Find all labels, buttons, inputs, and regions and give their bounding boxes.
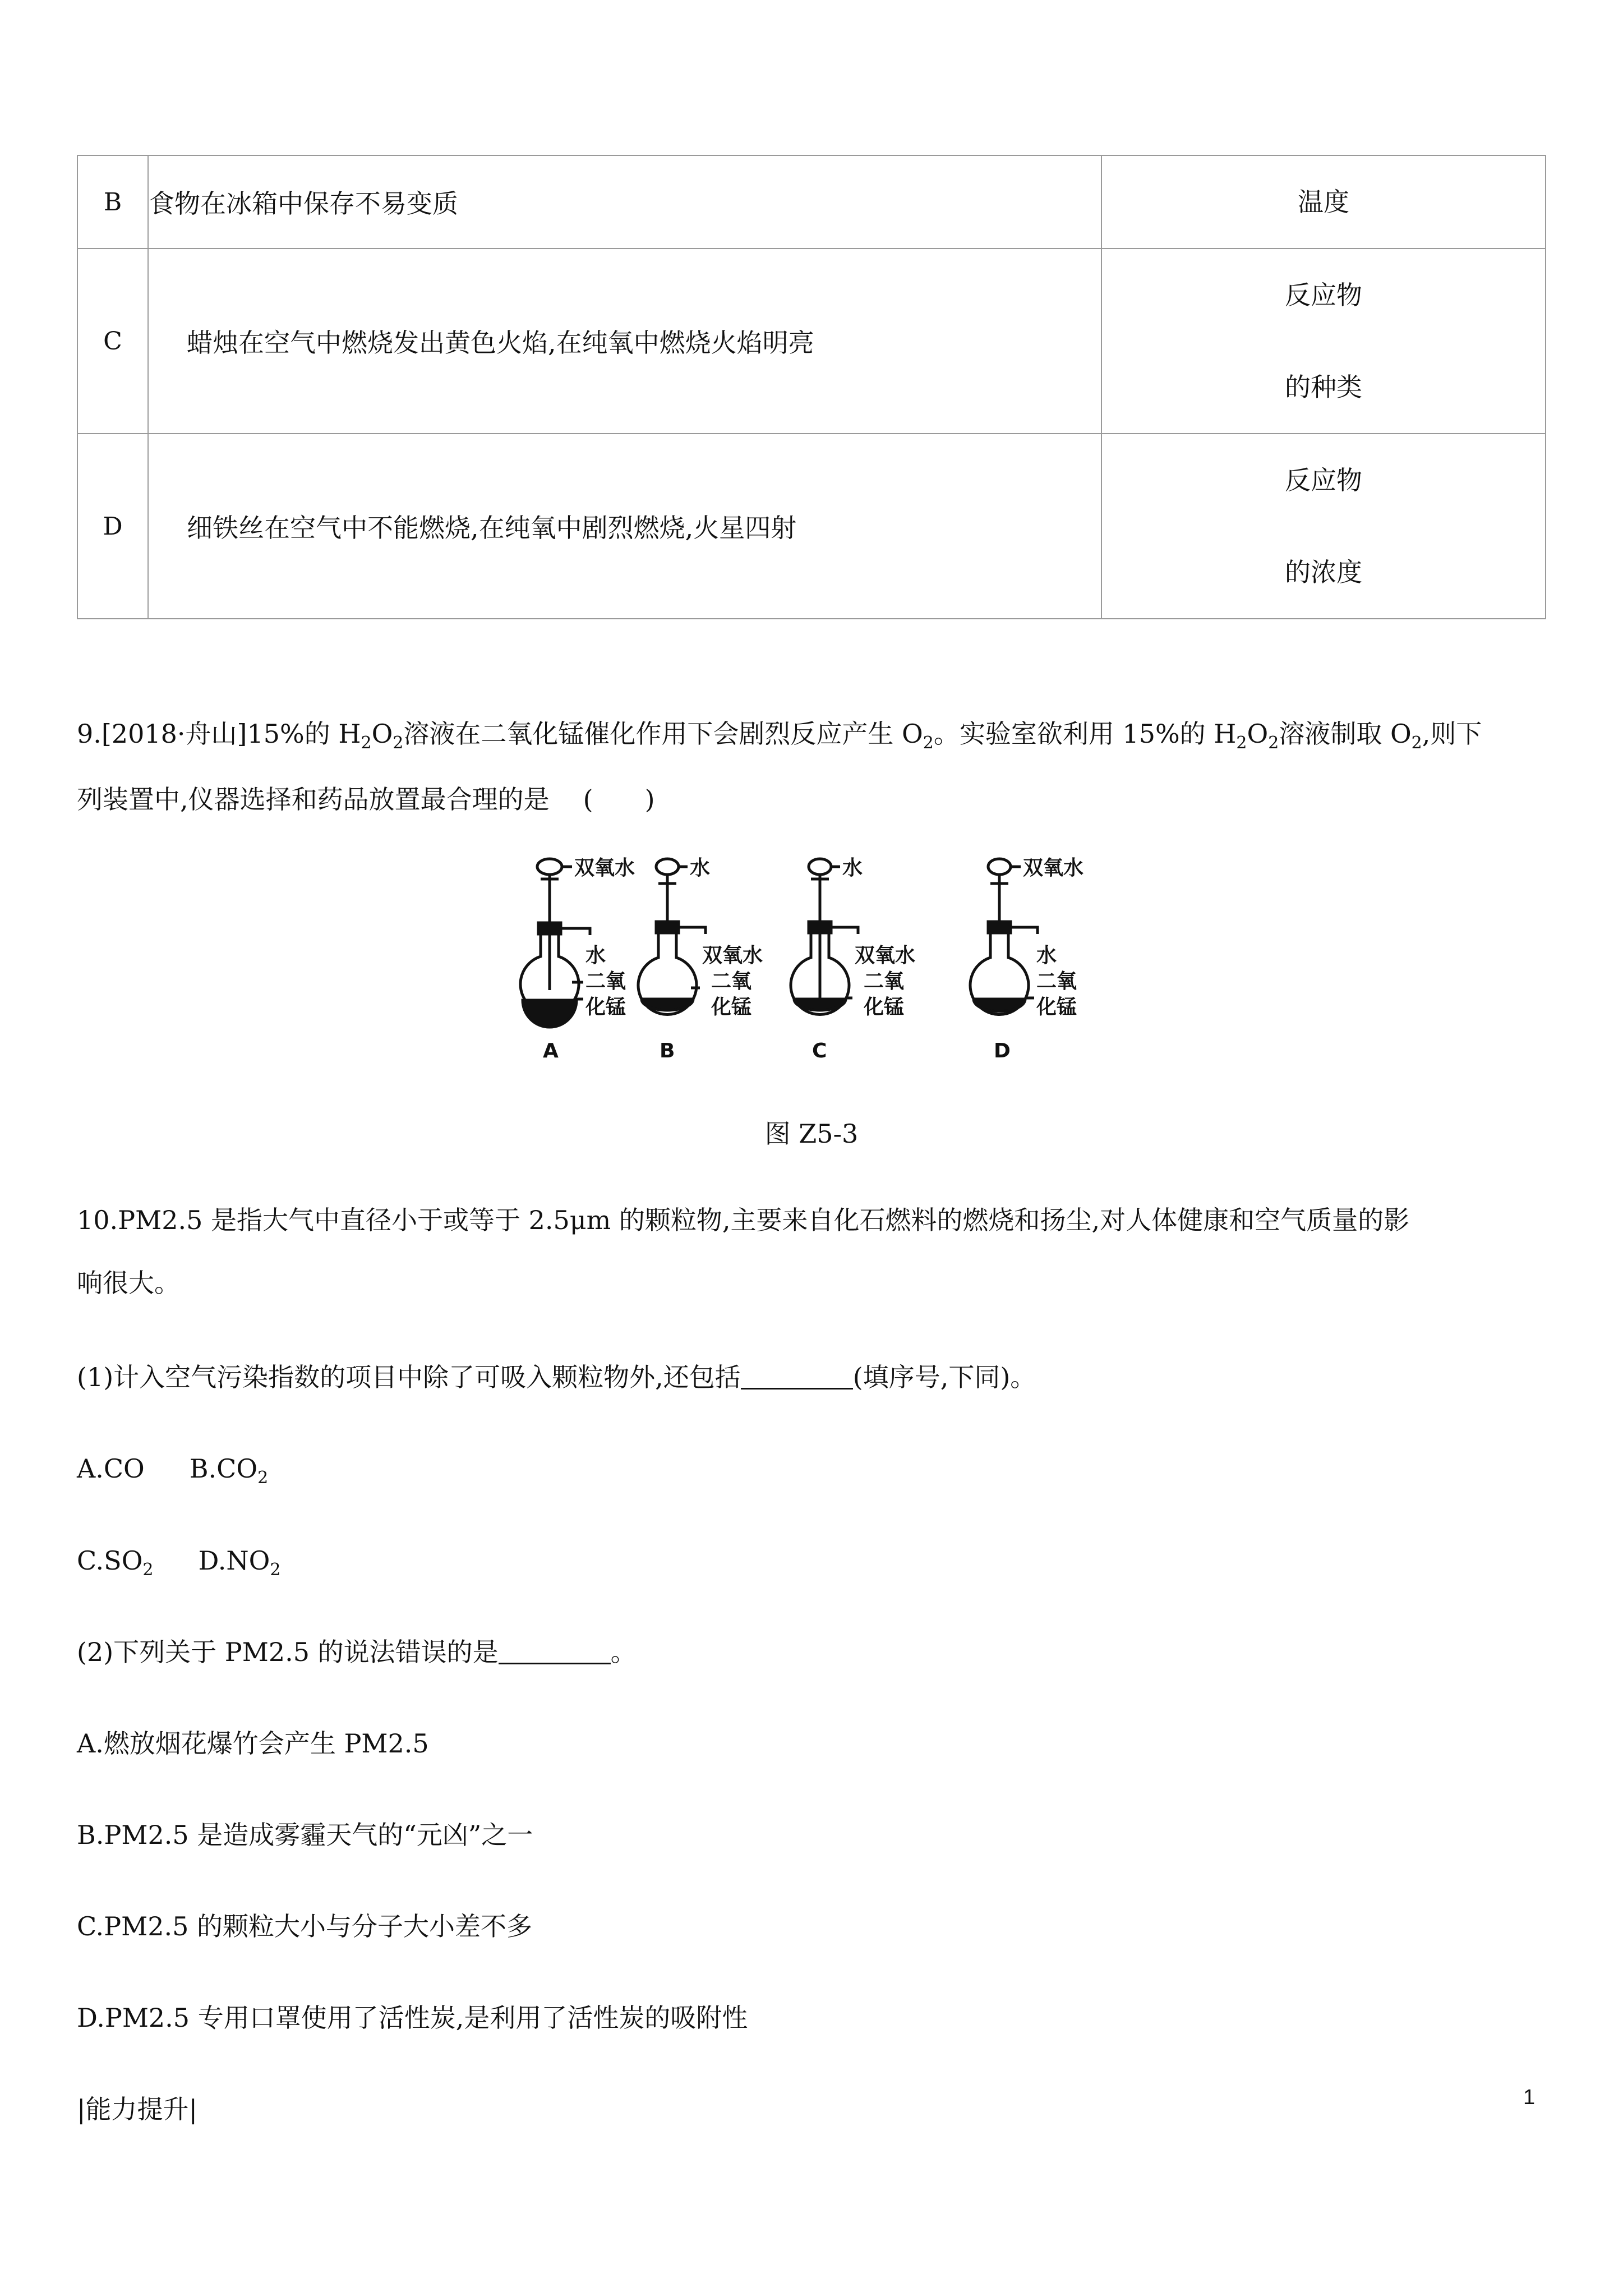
label-a-top: 双氧水 bbox=[574, 857, 635, 880]
option-b: B.CO bbox=[189, 1453, 258, 1484]
factor-line: 的种类 bbox=[1285, 372, 1362, 402]
label-d-top: 双氧水 bbox=[1023, 857, 1084, 880]
row-text: 细铁丝在空气中不能燃烧,在纯氧中剧烈燃烧,火星四射 bbox=[148, 434, 1101, 619]
factor-line: 反应物 bbox=[1285, 280, 1362, 310]
text-run: 列装置中,仪器选择和药品放置最合理的是 bbox=[77, 784, 550, 815]
question-number: 9. bbox=[77, 719, 102, 749]
question-10-line-1: 10.PM2.5 是指大气中直径小于或等于 2.5μm 的颗粒物,主要来自化石燃料的燃烧和扬尘,对人体健康和空气质量的影 bbox=[77, 1205, 1410, 1235]
table-row bbox=[77, 434, 1546, 619]
label-a-side1: 水 bbox=[585, 944, 606, 967]
text-run: ,则下 bbox=[1422, 719, 1482, 749]
apparatus-figure bbox=[516, 850, 1110, 1074]
label-c-side1: 双氧水 bbox=[855, 944, 916, 967]
text-run: 15%的 H bbox=[247, 719, 361, 749]
apparatus-b bbox=[638, 859, 706, 1014]
text-run: 。实验室欲利用 15%的 H bbox=[933, 719, 1237, 749]
subscript: 2 bbox=[142, 1560, 154, 1580]
text-run: O bbox=[371, 719, 393, 749]
question-10-part-2 bbox=[77, 1635, 637, 1669]
row-text: 食物在冰箱中保存不易变质 bbox=[148, 155, 1101, 249]
text-run: (填序号,下同)。 bbox=[852, 1362, 1036, 1392]
label-c-side3: 化锰 bbox=[864, 996, 905, 1019]
answer-blank[interactable] bbox=[741, 1362, 853, 1389]
page-number: 1 bbox=[1523, 2086, 1536, 2109]
row-factor bbox=[1101, 155, 1546, 249]
label-a-side2: 二氧 bbox=[585, 970, 626, 993]
choice-a: A.燃放烟花爆竹会产生 PM2.5 bbox=[77, 1728, 429, 1759]
apparatus-a bbox=[520, 859, 590, 1027]
option-a: A.CO bbox=[77, 1453, 145, 1484]
label-d-side2: 二氧 bbox=[1036, 970, 1077, 993]
label-c-top: 水 bbox=[842, 857, 863, 880]
label-b-top: 水 bbox=[690, 857, 711, 880]
subscript: 2 bbox=[361, 733, 372, 753]
label-d-side1: 水 bbox=[1036, 944, 1057, 967]
option-c: C.SO bbox=[77, 1545, 143, 1576]
text-run: (1)计入空气污染指数的项目中除了可吸入颗粒物外,还包括 bbox=[77, 1362, 741, 1392]
choice-d: D.PM2.5 专用口罩使用了活性炭,是利用了活性炭的吸附性 bbox=[77, 2003, 748, 2033]
subscript: 2 bbox=[393, 733, 404, 753]
apparatus-d bbox=[970, 859, 1038, 1014]
apparatus-c bbox=[791, 859, 858, 1014]
factor-line: 反应物 bbox=[1285, 465, 1362, 495]
figure-caption: 图 Z5-3 bbox=[764, 1119, 859, 1149]
row-letter: D bbox=[77, 434, 148, 619]
subscript: 2 bbox=[923, 733, 934, 753]
row-letter: C bbox=[77, 249, 148, 434]
row-letter: B bbox=[77, 155, 148, 249]
text-run: 。 bbox=[610, 1637, 637, 1667]
question-10-line-2: 响很大。 bbox=[77, 1268, 180, 1298]
label-b-side3: 化锰 bbox=[711, 996, 752, 1019]
text-run: O bbox=[1247, 719, 1269, 749]
table-row bbox=[77, 249, 1546, 434]
factor-line: 的浓度 bbox=[1285, 557, 1362, 587]
apparatus-letter: C bbox=[812, 1039, 827, 1062]
text-run: 溶液制取 O bbox=[1279, 719, 1412, 749]
subscript: 2 bbox=[1236, 733, 1247, 753]
question-9-line-1 bbox=[77, 717, 1482, 751]
row-factor bbox=[1101, 434, 1546, 619]
factor-line: 温度 bbox=[1298, 187, 1349, 217]
apparatus-letter: B bbox=[660, 1039, 675, 1062]
apparatus-letter: D bbox=[994, 1039, 1011, 1062]
choice-b: B.PM2.5 是造成雾霾天气的“元凶”之一 bbox=[77, 1820, 533, 1850]
subscript: 2 bbox=[270, 1560, 281, 1580]
question-10-part-1 bbox=[77, 1360, 1036, 1394]
question-9-line-2 bbox=[77, 783, 655, 816]
apparatus-letter: A bbox=[543, 1039, 559, 1062]
label-a-side3: 化锰 bbox=[585, 996, 626, 1019]
row-factor bbox=[1101, 249, 1546, 434]
label-b-side1: 双氧水 bbox=[702, 944, 763, 967]
label-b-side2: 二氧 bbox=[711, 970, 752, 993]
label-c-side2: 二氧 bbox=[864, 970, 905, 993]
answer-blank[interactable] bbox=[499, 1637, 611, 1664]
label-d-side3: 化锰 bbox=[1036, 996, 1077, 1019]
choice-c: C.PM2.5 的颗粒大小与分子大小差不多 bbox=[77, 1911, 533, 1941]
table-row bbox=[77, 155, 1546, 249]
question-source: [2018·舟山] bbox=[101, 719, 247, 749]
subscript: 2 bbox=[257, 1468, 269, 1488]
options-row-1 bbox=[77, 1452, 269, 1488]
options-row-2 bbox=[77, 1544, 281, 1580]
text-run: (2)下列关于 PM2.5 的说法错误的是 bbox=[77, 1637, 499, 1667]
subscript: 2 bbox=[1268, 733, 1279, 753]
row-text: 蜡烛在空气中燃烧发出黄色火焰,在纯氧中燃烧火焰明亮 bbox=[148, 249, 1101, 434]
section-heading: |能力提升| bbox=[77, 2094, 197, 2124]
options-table bbox=[77, 155, 1546, 619]
option-d: D.NO bbox=[198, 1545, 270, 1576]
text-run: 溶液在二氧化锰催化作用下会剧烈反应产生 O bbox=[403, 719, 923, 749]
subscript: 2 bbox=[1411, 733, 1422, 753]
answer-parentheses: ( ) bbox=[583, 784, 655, 815]
